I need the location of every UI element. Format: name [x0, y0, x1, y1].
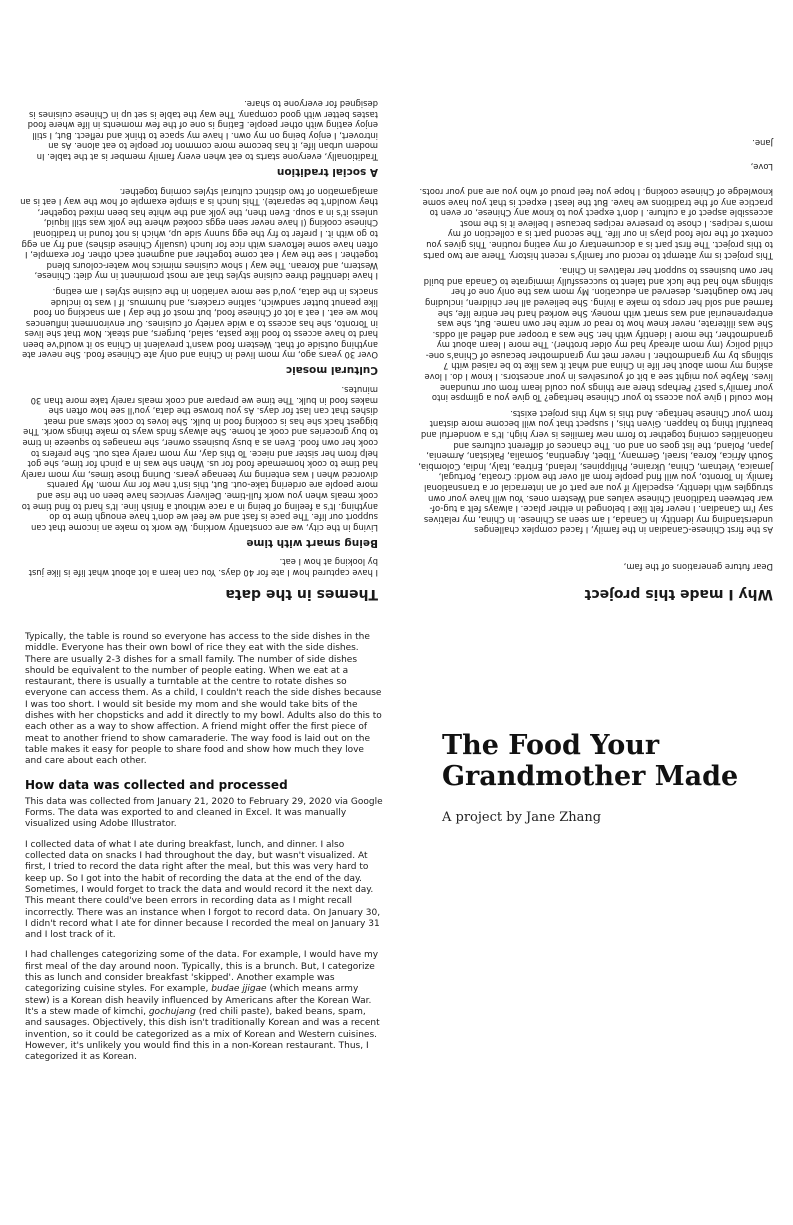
data-collection-paragraph-2: I collected data of what I ate during breakfast, lunch, and dinner. I also collected data on snacks I had throughout the day, but wasn't visualized. At first, I tried to record the data right after the meal, but this was very hard to keep up. So I got into the habit of recording the data at the end of the day. Sometimes, I would forget to track the data and would record it the next day. This meant there could've been errors in recording data as I might recall incorrectly. There was an instance when I forgot to record data. On January 30, I didn't record what I ate for dinner because I recorded the meal on January 31 and I lost track of it.	[25, 839, 381, 941]
closing: Love,	[750, 162, 773, 173]
data-collection-paragraph-3	[25, 950, 383, 1063]
themes-heading: Themes in the data	[225, 586, 378, 602]
themes-panel	[20, 10, 378, 602]
time-paragraph: Living in the city, we are constantly working. We work to make an income that can support our life. The pace is fast and we feel we don't have enough time to do anything. It's a feeling of being in a race without a finish line. It's hard to find time to cook meals when you work full-time. Delivery services have been on the rise and more people are ordering take-out. But, this isn't new for my mom. My parents divorced when I was entering my teenage years. During those times, my mom rarely had time to cook homemade food for us. When she was in a pinch for time, she got help from her sister and niece. To this day, my mom rarely eats out. She prefers to cook her own food. Even as a busy business owner, she manages to squeeze in time to buy groceries and cook at home. She always finds ways to make things work. The biggest hack she has is cooking food in bulk. She loves to cook stews and meat dishes that can last for days. As you browse the data, you'll see how often she makes food in bulk. The time we prepare and cook meals rarely take more than 30 minutes.	[21, 385, 378, 533]
p3-part-c: (red chili paste), baked beans, spam, and sausages. Objectively, this dish isn't traditionally Korean and was a recent invention, so it could be categorized as a mix of Korean and Western cuisines. However, it's unlikely you would find this in a non-Korean restaurant. Thus, I categorized it as Korean.	[25, 1006, 380, 1063]
why-paragraph-2: How could I give you access to your Chinese heritage? To give you a glimpse into your family's past? Perhaps there are things you could learn from our mundane lives. Maybe you might see a bit of yourselves in your ancestors. I know I do. I love asking my mom about her life in China and what it was like to be raised with 7 siblings by my grandmother. I never met my grandmother because of China's one-child policy (my mom already had my older brother). The more I learn about my grandmother, the more I identify with her. She was a trooper and defied all odds. She was illiterate, never knew how to read or write her own name. But, she was entrepreneurial and was smart with money. She worked hard her entire life, she farmed and sold her crops to make a living. She believed all her children, including her two daughters, deserved an education. My mom was the only one of her siblings who had the luck and talent to successfully immigrate to Canada and build her own business to support her relatives in China.	[423, 266, 773, 404]
section-heading-social: A social tradition	[276, 166, 378, 178]
section-heading-time: Being smart with time	[246, 536, 378, 549]
why-paragraph-3: This project is my attempt to record our family's recent history. There are two parts to this project. The first part is a documentary of my eating routine. This gives you context of the role food plays in our life. The second part is a collection of my mom's recipes. I chose to preserve recipes because I believe it is the most accessible aspect of a culture. I don't expect you to know any Chinese, or even to practice any of the traditions we have. But the least I expect is that you have some knowledge of Chinese cooking. I hope you feel proud of who you are and your roots.	[419, 187, 773, 261]
table-paragraph: Typically, the table is round so everyone has access to the side dishes in the middle. Everyone has their own bowl of rice they eat with the side dishes. There are usually 2-3 dishes for a small family. The number of side dishes should be equivalent to the number of people eating. When we eat at a restaurant, there is usually a turntable at the centre to rotate dishes so everyone can access them. As a child, I couldn't reach the side dishes because I was too short. I would sit beside my mom and she would take bits of the dishes with her chopsticks and add it directly to my bowl. Adults also do this to each other as a way to show affection. A friend might offer the first piece of meat to another friend to show camaraderie. The way food is laid out on the table makes it easy for people to share food and show how much they love and care about each other.	[25, 632, 382, 767]
p3-part-a: I had challenges categorizing some of the data. For example, I would have my first meal of the day around noon. Typically, this is a brunch. But, I categorize this as lunch and consider breakfast 'skipped'. Another example was categorizing cuisine styles. For example,	[25, 950, 379, 995]
mosaic-paragraph-1: Over 30 years ago, my mom lived in China and only ate Chinese food. She never ate anything outside of that. Western food wasn't prevalent in China so it would've been hard to have access to food like pasta, salad, burgers, and steak. Now that she lives in Toronto, she has access to a wide variety of cuisines. Our environment influences how we eat. I eat a lot of Chinese food, but most of the day I am snacking on food like peanut butter sandwich, saltine crackers, and hummus. If I was to include snacks in the data, you'd see more variation in the cuisine styles I am eating.	[22, 286, 378, 361]
data-collection-panel	[25, 632, 383, 1072]
salutation: Dear future generations of the fam,	[623, 562, 773, 572]
data-collection-paragraph-1: This data was collected from January 21, 2020 to February 29, 2020 via Google Forms. The data was exported to and cleaned in Excel. It was manually visualized using Adobe Illustrator.	[25, 796, 383, 830]
why-heading: Why I made this project	[584, 586, 773, 602]
cover-byline: A project by Jane Zhang	[442, 810, 602, 825]
gochujang-term: gochujang	[148, 1006, 196, 1017]
social-paragraph: Traditionally, everyone starts to eat when every family member is at the table. In modern urban life, it has become more common for people to eat alone. As an introvert, I enjoy being on my own. I have my space to think and reflect. But, I still enjoy eating with other people. Eating is one of the few moments in life where food tastes better with good company. The way the table is set up in Chinese cuisines is designed for everyone to share.	[27, 99, 378, 162]
data-collection-heading: How data was collected and processed	[25, 777, 288, 792]
cover-panel	[442, 730, 782, 825]
why-panel	[418, 12, 773, 602]
budae-jjigae-term: budae jjigae	[211, 984, 267, 995]
why-paragraph-1: As the first Chinese-Canadian in the family, I faced complex challenges understanding my identity. In Canada, I am seen as Chinese. In China, my relatives say I'm Canadian. I never felt like I belonged in either place. I always felt a tug-of-war between traditional Chinese values and Western ones. You will have your own struggles with identity, especially if you are part of an interracial or a transnational family. In Toronto, you will find people from all over the world: Croatia, Portugal, Jamaica, Vietnam, China, Ukraine, Philippines, Ireland, Eritrea, Italy, India, Colombia, South Africa, Korea, Israel, Germany, Tibet, Argentina, Somalia, Pakistan, Armenia, Japan, Poland, the list goes on and on. The chances of different cultures and nationalities coming together to form new families is very high. It's a wonderful and beautiful thing to happen. Given this, I suspect that you will become more distant from your Chinese heritage. And this is why this project exists.	[418, 408, 773, 536]
section-heading-mosaic: Cultural mosaic	[285, 364, 378, 377]
p3-part-b: (which means army stew) is a Korean dish heavily influenced by Americans after the Korean War. It's a stew made of kimchi,	[25, 984, 372, 1017]
mosaic-paragraph-2: I have identified three cuisine styles that are most prominent in my diet: Chinese, Western, and Korean. The way I show cuisines mimics how water-colours blend together. I see the way I eat come together and augment each other. For example, I often have some leftovers with rice for lunch (usually Chinese dishes) and fry an egg to go with it. I prefer to fry the egg sunny side up, which is not found in traditional Chinese cooking (I have never seen eggs cooked where the yolk was still liquid, unless it's in a soup. Even then, the yolk and the white has been mixed together, they wouldn't be separate). This lunch is a simple example of how the way I eat is an amalgamation of two distinct cultural styles coming together.	[20, 186, 378, 282]
themes-intro: I have captured how I ate for 40 days. You can learn a lot about what life is like just by looking at how I eat.	[28, 557, 378, 578]
cover-title-line-2: Grandmother Made	[442, 761, 739, 792]
cover-title	[442, 730, 782, 792]
cover-title-line-1: The Food Your	[442, 730, 660, 761]
signature: Jane.	[752, 137, 773, 148]
